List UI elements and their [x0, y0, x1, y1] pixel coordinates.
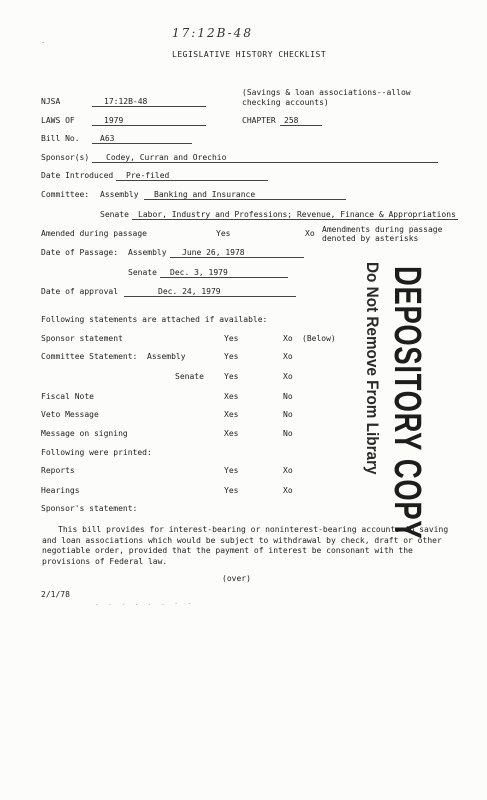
passage-assembly-value: June 26, 1978: [170, 248, 304, 258]
row-reports-yes: Yes: [224, 466, 239, 475]
row-fiscal-yes: Xes: [224, 392, 239, 401]
njsa-label: NJSA: [41, 97, 61, 106]
chapter-label: CHAPTER: [242, 116, 276, 125]
depository-copy-stamp: DEPOSITORY COPY: [386, 266, 428, 540]
passage-senate-value: Dec. 3, 1979: [160, 268, 288, 278]
row-message-no: No: [283, 429, 293, 438]
bill-value: A63: [92, 134, 192, 144]
laws-label: LAWS OF: [41, 116, 75, 125]
row-committee-assembly-no: Xo: [283, 352, 293, 361]
amended-no: Xo: [305, 229, 315, 238]
row-committee-assembly: Assembly: [147, 352, 186, 361]
row-committee-senate-no: Xo: [283, 372, 293, 381]
laws-value: 1979: [92, 116, 206, 126]
amended-label: Amended during passage: [41, 229, 147, 238]
njsa-description: (Savings & loan associations--allow checking accounts): [242, 88, 411, 107]
approval-label: Date of approval: [41, 287, 119, 296]
attached-intro: Following statements are attached if available:: [41, 315, 268, 324]
row-message-label: Message on signing: [41, 429, 128, 438]
row-hearings-yes: Yes: [224, 486, 239, 495]
row-reports-no: Xo: [283, 466, 293, 475]
form-code: 2/1/78: [41, 590, 70, 599]
row-veto-yes: Xes: [224, 410, 239, 419]
row-sponsor-yes: Yes: [224, 334, 239, 343]
row-sponsor-label: Sponsor statement: [41, 334, 123, 343]
row-sponsor-no: Xo: [283, 334, 293, 343]
printed-intro: Following were printed:: [41, 448, 152, 457]
statement-body: This bill provides for interest-bearing or noninterest-bearing accounts in saving and loan associations which would be subject to withdrawal by check, draft or other negotiable order, provided that the payment of interest be consonant with the provisions of Federal law.: [42, 525, 449, 566]
committee-senate-label: Senate: [100, 210, 129, 219]
row-fiscal-no: No: [283, 392, 293, 401]
handwritten-number: 17:12B-48: [172, 26, 253, 40]
passage-assembly-label: Assembly: [128, 248, 167, 257]
row-committee-assembly-yes: Yes: [224, 352, 239, 361]
row-veto-label: Veto Message: [41, 410, 99, 419]
amended-yes: Yes: [216, 229, 231, 238]
do-not-remove-stamp: Do Not Remove From Library: [363, 262, 382, 475]
date-introduced-value: Pre-filed: [116, 171, 268, 181]
row-hearings-label: Hearings: [41, 486, 80, 495]
passage-label: Date of Passage:: [41, 248, 119, 257]
row-committee-senate-yes: Yes: [224, 372, 239, 381]
row-veto-no: No: [283, 410, 293, 419]
sponsor-value: Codey, Curran and Orechio: [92, 153, 438, 163]
margin-mark: ·: [41, 39, 46, 47]
date-introduced-label: Date Introduced: [41, 171, 114, 180]
over-note: (over): [222, 574, 251, 583]
row-message-yes: Xes: [224, 429, 239, 438]
amended-note: Amendments during passage denoted by asterisks: [322, 225, 443, 243]
row-fiscal-label: Fiscal Note: [41, 392, 94, 401]
chapter-value: 258: [280, 116, 322, 126]
statement-heading: Sponsor's statement:: [41, 504, 138, 513]
scan-speckle: . . . . . . - -: [95, 600, 195, 607]
row-committee-senate: Senate: [175, 372, 204, 381]
committee-assembly-value: Banking and Insurance: [144, 190, 346, 200]
row-sponsor-note: (Below): [302, 334, 336, 343]
row-hearings-no: Xo: [283, 486, 293, 495]
njsa-value: 17:12B-48: [92, 97, 202, 107]
approval-value: Dec. 24, 1979: [124, 287, 296, 297]
sponsor-label: Sponsor(s): [41, 153, 90, 162]
row-committee-label: Committee Statement:: [41, 352, 138, 361]
page-title: LEGISLATIVE HISTORY CHECKLIST: [172, 50, 327, 59]
committee-senate-value: Labor, Industry and Professions; Revenue, Finance & Appropriations: [132, 210, 458, 220]
committee-assembly-label: Assembly: [100, 190, 139, 199]
bill-label: Bill No.: [41, 134, 80, 143]
committee-label: Committee:: [41, 190, 90, 199]
passage-senate-label: Senate: [128, 268, 157, 277]
row-reports-label: Reports: [41, 466, 75, 475]
